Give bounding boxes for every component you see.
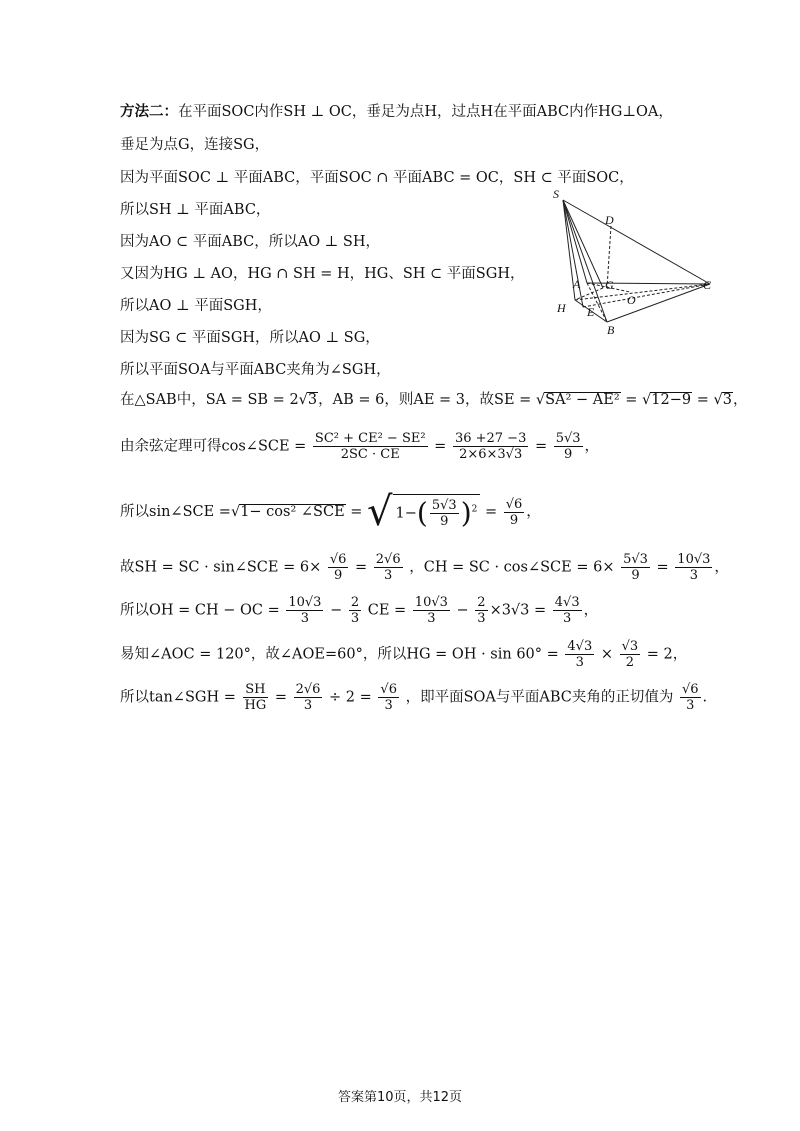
fraction: $\frac{√3}{2}$ bbox=[621, 639, 639, 670]
label-o: O bbox=[627, 293, 636, 307]
fraction: $\frac{√6}{9}$ bbox=[329, 552, 347, 583]
l16-a: 所以tan∠SGH = bbox=[120, 689, 236, 706]
fraction: $\frac{√6}{9}$ bbox=[505, 496, 523, 528]
fraction: $\frac{36 +27 -3}{2\times 6\times 3√3}$ bbox=[454, 431, 527, 462]
l12-b: 1− cos² ∠SCE bbox=[240, 504, 345, 520]
l10-g: = bbox=[692, 392, 714, 408]
line-12: 所以sin∠SCE =√1− cos² ∠SCE = √ 1−( $\frac{5√3}{9}$ )$^2$ = $\frac{√6}{9}$ ， bbox=[120, 489, 541, 535]
line-10: 在△SAB中，SA = SB = 2√3，AB = 6，则AE = 3，故SE = √SA² − AE² = √12−9 = √3， bbox=[120, 392, 748, 408]
line-4: 所以SH ⊥ 平面ABC， bbox=[120, 202, 271, 218]
line-5: 因为AO ⊂ 平面ABC，所以AO ⊥ SH， bbox=[120, 234, 381, 250]
label-g: G bbox=[605, 278, 614, 292]
line-2: 垂足为点G，连接SG， bbox=[120, 137, 270, 153]
fraction: $\frac{10√3}{3}$ bbox=[677, 552, 711, 583]
l10-b: 3 bbox=[307, 392, 318, 408]
fraction: $\frac{SH}{HG}$ bbox=[244, 682, 267, 713]
label-c: C bbox=[703, 278, 712, 292]
fraction: $\frac{2√6}{3}$ bbox=[295, 682, 321, 713]
line-1-text: 在平面SOC内作SH ⊥ OC，垂足为点H，过点H在平面ABC内作HG⊥OA， bbox=[178, 104, 673, 120]
line-9: 所以平面SOA与平面ABC夹角为∠SGH， bbox=[120, 362, 391, 378]
line-15: 易知∠AOC = 120°，故∠AOE=60°，所以HG = OH · sin 60° = $\frac{4√3}{3}$ × $\frac{√3}{2}$ = 2， bbox=[120, 639, 688, 670]
edge-sc bbox=[563, 200, 710, 284]
fraction: $\frac{10√3}{3}$ bbox=[414, 595, 448, 626]
fraction: $\frac{2√6}{3}$ bbox=[375, 552, 401, 583]
fraction: $\frac{5√3}{9}$ bbox=[431, 498, 457, 529]
edge-sg bbox=[563, 200, 603, 288]
l10-d: SA² − AE² bbox=[545, 392, 620, 408]
label-a: A bbox=[573, 277, 581, 291]
big-radical: √ 1−( $\frac{5√3}{9}$ )$^2$ bbox=[367, 492, 480, 532]
line-14: 所以OH = CH − OC = $\frac{10√3}{3}$ − $\frac{2}{3}$ CE = $\frac{10√3}{3}$ − $\frac{2}{3}$ ×3√3 = $\frac{4√3}{3}$ ， bbox=[120, 595, 599, 626]
label-s: S bbox=[553, 188, 559, 201]
l13-a: 故SH = SC · sin∠SCE = 6× bbox=[120, 559, 322, 576]
pyramid-figure bbox=[545, 188, 725, 343]
fraction: $\frac{4√3}{3}$ bbox=[554, 595, 580, 626]
l15-a: 易知∠AOC = 120°，故∠AOE=60°，所以HG = OH · sin 60° = bbox=[120, 646, 559, 663]
l10-e: = bbox=[620, 392, 643, 408]
l10-a: 在△SAB中，SA = SB = 2 bbox=[120, 392, 299, 408]
fraction: $\frac{4√3}{3}$ bbox=[567, 639, 593, 670]
edge-sa bbox=[563, 200, 587, 283]
line-7: 所以AO ⊥ 平面SGH， bbox=[120, 298, 272, 314]
fraction: $\frac{2}{3}$ bbox=[477, 595, 486, 626]
line-8: 因为SG ⊂ 平面SGH，所以AO ⊥ SG， bbox=[120, 330, 380, 346]
l12-a: 所以sin∠SCE = bbox=[120, 504, 231, 520]
line-13: 故SH = SC · sin∠SCE = 6× $\frac{√6}{9}$ = $\frac{2√6}{3}$ ，CH = SC · cos∠SCE = 6× $\frac{5√3}{9}$ = $\frac{10√3}{3}$ ， bbox=[120, 552, 729, 583]
line-3: 因为平面SOC ⊥ 平面ABC，平面SOC ∩ 平面ABC = OC，SH ⊂ 平面SOC， bbox=[120, 170, 634, 186]
l10-c: ，AB = 6，则AE = 3，故SE = bbox=[318, 392, 536, 408]
label-e: E bbox=[587, 305, 595, 319]
l11-a: 由余弦定理可得cos∠SCE = bbox=[120, 438, 307, 455]
fraction: $\frac{√6}{3}$ bbox=[681, 682, 699, 713]
fraction: $\frac{10√3}{3}$ bbox=[288, 595, 322, 626]
line-1 bbox=[120, 105, 673, 120]
l12-c: = bbox=[350, 504, 363, 520]
fraction: $\frac{5√3}{9}$ bbox=[555, 431, 581, 462]
l14-a: 所以OH = CH − OC = bbox=[120, 602, 280, 619]
fraction: $\frac{2}{3}$ bbox=[350, 595, 360, 626]
fraction: $\frac{\text{SC² + CE² − SE²}}{2SC \cdot CE}$ bbox=[314, 431, 426, 462]
fraction: $\frac{√6}{3}$ bbox=[380, 682, 397, 713]
line-11: 由余弦定理可得cos∠SCE = $\frac{\text{SC² + CE² − SE²}}{2SC \cdot CE}$ = $\frac{36 +27 -3}{2\times 6\times 3√3}$ = $\frac{5√3}{9}$ ， bbox=[120, 431, 600, 462]
method-heading: 方法二： bbox=[120, 103, 178, 120]
label-b: B bbox=[607, 323, 615, 337]
line-16: 所以tan∠SGH = $\frac{SH}{HG}$ = $\frac{2√6}{3}$ ÷ 2 = $\frac{√6}{3}$ ，即平面SOA与平面ABC夹角的正切值为 $\frac{√6}{3}$ . bbox=[120, 682, 708, 713]
edge-bc bbox=[607, 284, 710, 322]
l10-i: ， bbox=[732, 392, 748, 408]
l10-f: 12−9 bbox=[651, 392, 692, 408]
page-footer: 答案第10页，共12页 bbox=[337, 1090, 463, 1105]
label-h: H bbox=[557, 301, 566, 315]
l10-h: 3 bbox=[722, 392, 732, 408]
line-6: 又因为HG ⊥ AO，HG ∩ SH = H，HG、SH ⊂ 平面SGH， bbox=[120, 266, 525, 282]
label-d: D bbox=[605, 213, 614, 227]
fraction: $\frac{5√3}{9}$ bbox=[623, 552, 648, 583]
edge-ec bbox=[583, 284, 710, 307]
